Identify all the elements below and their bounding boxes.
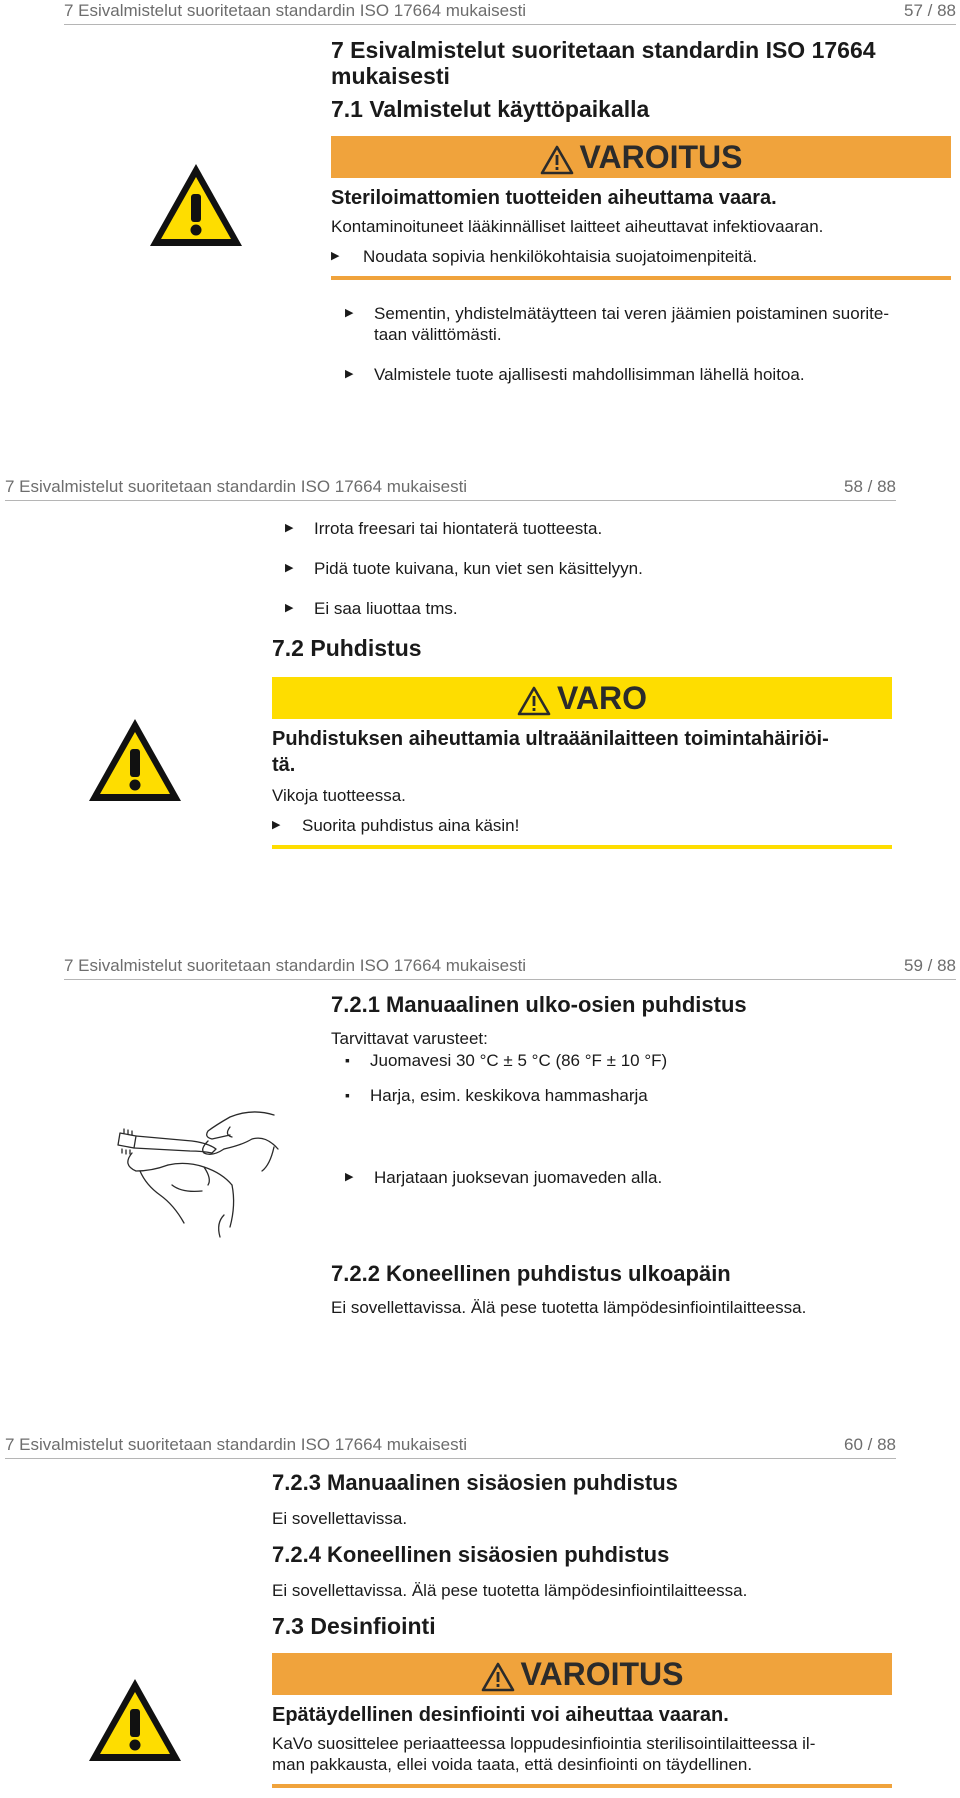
page-header <box>5 1434 896 1459</box>
warning-triangle-icon <box>540 145 574 175</box>
warning-banner <box>272 1653 892 1695</box>
square-bullet-icon: ▪ <box>345 1052 350 1068</box>
step-item: ▶ Sementin, yhdistelmätäytteen tai veren jäämien poistaminen suorite- taan välittömästi. <box>345 304 889 344</box>
section-heading: 7.3 Desinfiointi <box>272 1613 436 1639</box>
brushing-instrument-illustration <box>112 1105 282 1240</box>
caution-label: VARO <box>556 680 648 716</box>
step-item: ▶ Harjataan juoksevan juomaveden alla. <box>345 1168 663 1187</box>
warning-banner <box>331 136 951 178</box>
square-bullet-icon: ▪ <box>345 1087 350 1103</box>
caution-text: Vikoja tuotteessa. <box>272 786 406 805</box>
caution-bottom-rule <box>272 845 892 849</box>
warning-title: Steriloimattomien tuotteiden aiheuttama vaara. <box>331 187 777 209</box>
warning-title: Epätäydellinen desinfiointi voi aiheuttaa vaaran. <box>272 1704 729 1726</box>
warning-text: KaVo suosittelee periaatteessa loppudesinfiointia sterilisointilaitteessa il- man pakkausta, ellei voida taata, että desinfiointi on täydellinen. <box>272 1734 816 1774</box>
subsection-heading: 7.2.2 Koneellinen puhdistus ulkoapäin <box>331 1261 731 1286</box>
arrow-bullet-icon: ▶ <box>272 819 281 831</box>
caution-banner <box>272 677 892 719</box>
page-header <box>64 955 956 980</box>
header-title: 7 Esivalmistelut suoritetaan standardin ISO 17664 mukaisesti <box>5 1435 468 1454</box>
body-text: Ei sovellettavissa. Älä pese tuotetta lämpödesinfiointilaitteessa. <box>331 1298 807 1317</box>
step-item: ▶ Irrota freesari tai hiontaterä tuotteesta. <box>285 519 603 538</box>
arrow-bullet-icon: ▶ <box>285 602 294 614</box>
warning-bottom-rule <box>272 1784 892 1788</box>
step-item: ▶ Pidä tuote kuivana, kun viet sen käsittelyyn. <box>285 559 643 578</box>
warning-bottom-rule <box>331 276 951 280</box>
arrow-bullet-icon: ▶ <box>285 522 294 534</box>
warning-text: Kontaminoituneet lääkinnälliset laitteet aiheuttavat infektiovaaran. <box>331 217 824 236</box>
page-header <box>5 476 896 501</box>
warning-action: ▶ Noudata sopivia henkilökohtaisia suojatoimenpiteitä. <box>331 247 758 266</box>
warning-triangle-icon <box>517 686 551 716</box>
warning-triangle-icon <box>481 1662 515 1692</box>
body-text: Ei sovellettavissa. Älä pese tuotetta lämpödesinfiointilaitteessa. <box>272 1581 748 1600</box>
page-number: 59 / 88 <box>904 956 956 975</box>
header-title: 7 Esivalmistelut suoritetaan standardin ISO 17664 mukaisesti <box>64 956 527 975</box>
step-item: ▶ Valmistele tuote ajallisesti mahdollisimman lähellä hoitoa. <box>345 365 805 384</box>
body-text: Ei sovellettavissa. <box>272 1509 408 1528</box>
page-header <box>64 0 956 25</box>
header-title: 7 Esivalmistelut suoritetaan standardin ISO 17664 mukaisesti <box>64 1 527 20</box>
arrow-bullet-icon: ▶ <box>345 307 354 319</box>
equipment-item: ▪ Harja, esim. keskikova hammasharja <box>345 1086 648 1105</box>
header-title: 7 Esivalmistelut suoritetaan standardin ISO 17664 mukaisesti <box>5 477 468 496</box>
chapter-heading: 7 Esivalmistelut suoritetaan standardin ISO 17664 mukaisesti <box>331 37 876 89</box>
subsection-heading: 7.2.3 Manuaalinen sisäosien puhdistus <box>272 1470 678 1495</box>
page-number: 57 / 88 <box>904 1 956 20</box>
equipment-label: Tarvittavat varusteet: <box>331 1029 488 1048</box>
warning-triangle-icon <box>85 1675 185 1765</box>
section-heading: 7.1 Valmistelut käyttöpaikalla <box>331 96 650 122</box>
caution-action: ▶ Suorita puhdistus aina käsin! <box>272 816 520 835</box>
subsection-heading: 7.2.4 Koneellinen sisäosien puhdistus <box>272 1542 670 1567</box>
step-item: ▶ Ei saa liuottaa tms. <box>285 599 458 618</box>
arrow-bullet-icon: ▶ <box>331 250 340 262</box>
warning-label: VAROITUS <box>520 1656 684 1692</box>
subsection-heading: 7.2.1 Manuaalinen ulko-osien puhdistus <box>331 992 747 1017</box>
arrow-bullet-icon: ▶ <box>345 1171 354 1183</box>
warning-triangle-icon <box>146 160 246 250</box>
arrow-bullet-icon: ▶ <box>345 368 354 380</box>
equipment-item: ▪ Juomavesi 30 °C ± 5 °C (86 °F ± 10 °F) <box>345 1051 668 1070</box>
arrow-bullet-icon: ▶ <box>285 562 294 574</box>
warning-label: VAROITUS <box>579 139 743 175</box>
warning-triangle-icon <box>85 715 185 805</box>
section-heading: 7.2 Puhdistus <box>272 635 422 661</box>
caution-title: Puhdistuksen aiheuttamia ultraäänilaitteen toimintahäiriöi- tä. <box>272 728 829 776</box>
page-number: 60 / 88 <box>844 1435 896 1454</box>
page-number: 58 / 88 <box>844 477 896 496</box>
